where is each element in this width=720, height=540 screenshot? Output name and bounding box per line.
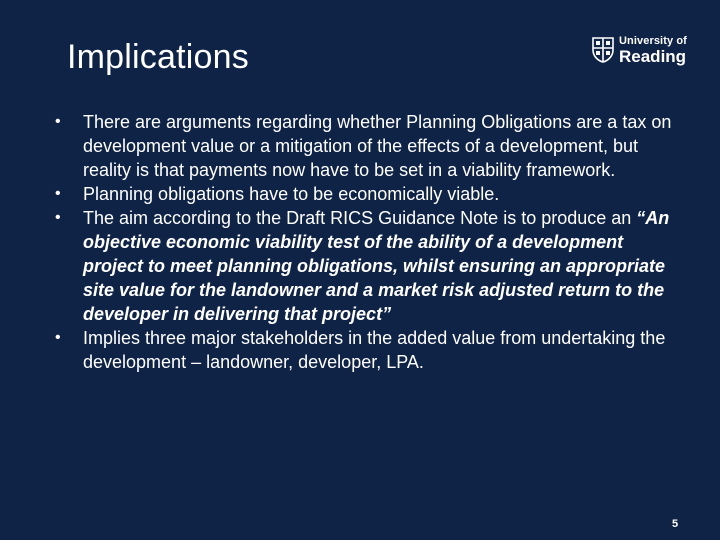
bullet-item [55,206,685,326]
university-crest-icon [592,37,614,63]
bullet-marker: • [55,329,61,346]
page-number: 5 [672,518,679,530]
bullet-marker: • [55,209,61,226]
bullet-list [55,110,685,374]
bullet-text: There are arguments regarding whether Planning Obligations are a tax on development value or a mitigation of the effects of a development, but reality is that payments now have to be set in a viability framework. [83,112,672,180]
bullet-marker: • [55,185,61,202]
bullet-item [55,182,685,206]
slide-title: Implications [67,38,249,76]
bullet-item [55,326,685,374]
bullet-text: The aim according to the Draft RICS Guidance Note is to produce an [83,208,637,228]
bullet-text: Implies three major stakeholders in the added value from undertaking the development – landowner, developer, LPA. [83,328,666,372]
bullet-item [55,110,685,182]
university-logo [592,33,692,67]
bullet-text: Planning obligations have to be economically viable. [83,184,500,204]
logo-reading: Reading [619,46,687,66]
bullet-quote: “An objective economic viability test of the ability of a development project to meet planning obligations, whilst ensuring an appropriate site value for the landowner and a market risk adjusted return to the developer in delivering that project” [83,208,670,324]
bullet-marker: • [55,113,61,130]
logo-university-of: University of [619,34,687,47]
